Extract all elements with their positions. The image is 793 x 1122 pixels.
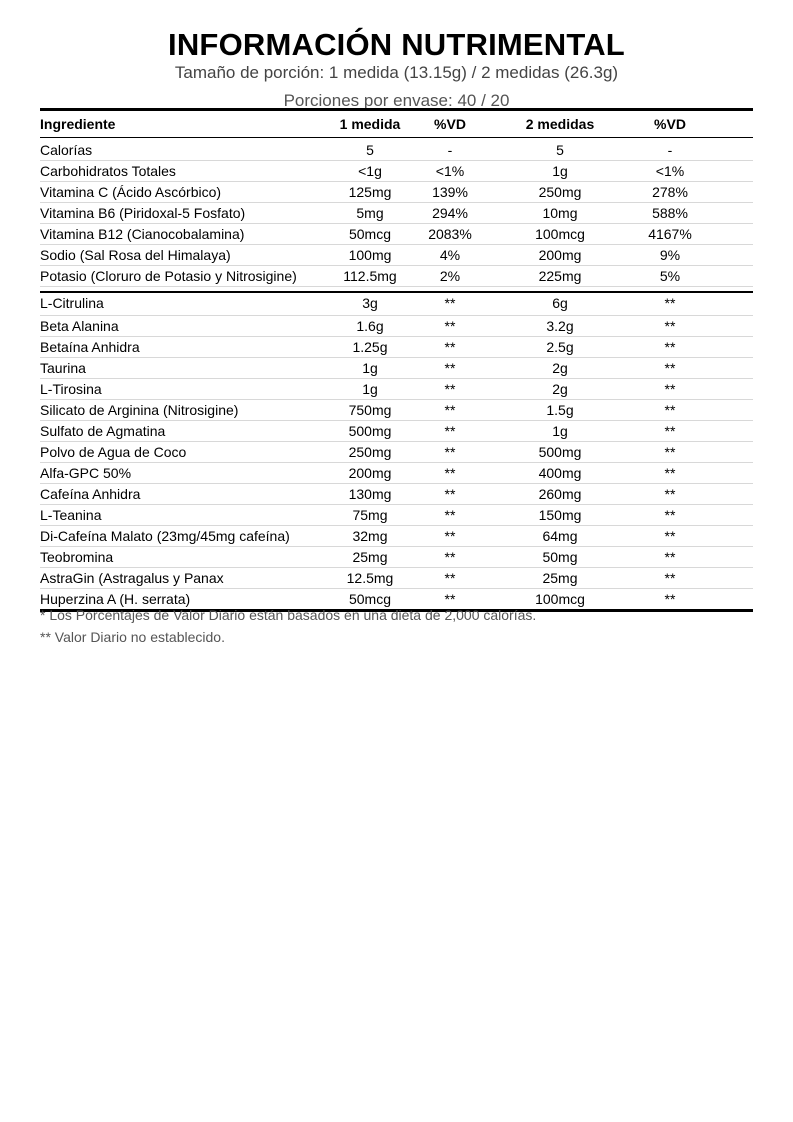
amount-2: 100mcg	[535, 226, 585, 242]
ingredient-name: Betaína Anhidra	[40, 339, 140, 355]
dv-2: **	[664, 591, 676, 607]
amount-1: 32mg	[352, 528, 388, 544]
ingredient-name: Carbohidratos Totales	[40, 163, 176, 179]
table-row	[40, 245, 753, 266]
column-header-dv-1: %VD	[434, 116, 466, 132]
table-header-row	[40, 108, 753, 138]
dv-2: <1%	[655, 163, 685, 179]
ingredient-name: Sulfato de Agmatina	[40, 423, 166, 439]
ingredient-name: L-Teanina	[40, 507, 102, 523]
dv-2: **	[664, 381, 676, 397]
column-header-1-scoop: 1 medida	[339, 116, 401, 132]
dv-2: **	[664, 507, 676, 523]
page-title: INFORMACIÓN NUTRIMENTAL	[168, 27, 625, 62]
ingredient-name: Silicato de Arginina (Nitrosigine)	[40, 402, 239, 418]
amount-2: 400mg	[538, 465, 582, 481]
dv-2: **	[664, 570, 676, 586]
dv-2: **	[664, 318, 676, 334]
dv-1: **	[444, 507, 456, 523]
amount-2: 5	[556, 142, 564, 158]
dv-1: 2083%	[428, 226, 472, 242]
amount-2: 2g	[552, 381, 568, 397]
table-row	[40, 291, 753, 316]
amount-1: 5	[366, 142, 374, 158]
amount-1: 3g	[362, 295, 378, 311]
dv-1: **	[444, 486, 456, 502]
ingredient-name: L-Tirosina	[40, 381, 102, 397]
dv-1: **	[444, 423, 456, 439]
amount-2: 64mg	[542, 528, 578, 544]
ingredient-name: Calorías	[40, 142, 93, 158]
column-header-dv-2: %VD	[654, 116, 686, 132]
serving-size: Tamaño de porción: 1 medida (13.15g) / 2 medidas (26.3g)	[174, 63, 619, 82]
dv-1: **	[444, 465, 456, 481]
amount-2: 10mg	[542, 205, 578, 221]
dv-1: <1%	[435, 163, 465, 179]
servings-per-container: Porciones por envase: 40 / 20	[283, 91, 510, 110]
nutrition-table	[40, 108, 753, 612]
amount-2: 2.5g	[546, 339, 574, 355]
table-row	[40, 484, 753, 505]
dv-2: **	[664, 295, 676, 311]
dv-2: **	[664, 549, 676, 565]
amount-2: 1.5g	[546, 402, 574, 418]
table-row	[40, 442, 753, 463]
dv-2: **	[664, 360, 676, 376]
amount-1: 1.25g	[352, 339, 388, 355]
table-row	[40, 463, 753, 484]
amount-2: 50mg	[542, 549, 578, 565]
table-row	[40, 400, 753, 421]
amount-1: 50mcg	[348, 591, 392, 607]
amount-1: 125mg	[348, 184, 392, 200]
amount-1: 112.5mg	[343, 268, 397, 284]
amount-1: 25mg	[352, 549, 388, 565]
ingredient-name: Polvo de Agua de Coco	[40, 444, 187, 460]
dv-2: 278%	[652, 184, 688, 200]
dv-1: -	[447, 142, 453, 158]
amount-1: 1g	[362, 381, 378, 397]
ingredient-name: Cafeína Anhidra	[40, 486, 141, 502]
amount-2: 1g	[552, 163, 568, 179]
dv-2: 588%	[652, 205, 688, 221]
dv-1: **	[444, 360, 456, 376]
dv-1: 139%	[432, 184, 468, 200]
ingredient-name: Vitamina B12 (Cianocobalamina)	[40, 226, 245, 242]
table-row	[40, 547, 753, 568]
dv-2: **	[664, 486, 676, 502]
amount-2: 150mg	[538, 507, 582, 523]
table-row	[40, 358, 753, 379]
dv-1: **	[444, 339, 456, 355]
dv-2: 9%	[659, 247, 681, 263]
dv-2: **	[664, 402, 676, 418]
dv-1: **	[444, 381, 456, 397]
amount-2: 200mg	[538, 247, 582, 263]
amount-1: 500mg	[348, 423, 392, 439]
amount-2: 1g	[552, 423, 568, 439]
amount-1: <1g	[358, 163, 382, 179]
dv-1: 4%	[439, 247, 461, 263]
amount-2: 500mg	[538, 444, 582, 460]
dv-1: **	[444, 444, 456, 460]
ingredient-name: Teobromina	[40, 549, 114, 565]
dv-1: **	[444, 591, 456, 607]
table-row	[40, 421, 753, 442]
table-row	[40, 161, 753, 182]
table-row	[40, 140, 753, 161]
dv-2: **	[664, 339, 676, 355]
table-row	[40, 316, 753, 337]
amount-2: 2g	[552, 360, 568, 376]
dv-1: **	[444, 295, 456, 311]
ingredient-name: AstraGin (Astragalus y Panax	[40, 570, 224, 586]
table-row	[40, 266, 753, 287]
table-row	[40, 505, 753, 526]
dv-1: 2%	[439, 268, 461, 284]
table-row	[40, 568, 753, 589]
dv-1: **	[444, 570, 456, 586]
amount-1: 200mg	[348, 465, 392, 481]
dv-2: -	[667, 142, 673, 158]
dv-2: 5%	[659, 268, 681, 284]
dv-2: **	[664, 528, 676, 544]
ingredient-name: Huperzina A (H. serrata)	[40, 591, 191, 607]
table-row	[40, 182, 753, 203]
table-row	[40, 379, 753, 400]
dv-2: **	[664, 423, 676, 439]
amount-1: 100mg	[348, 247, 392, 263]
dv-1: **	[444, 549, 456, 565]
table-row	[40, 526, 753, 547]
column-header-2-scoops: 2 medidas	[525, 116, 595, 132]
ingredient-name: Vitamina B6 (Piridoxal-5 Fosfato)	[40, 205, 246, 221]
amount-1: 1.6g	[356, 318, 384, 334]
ingredient-name: L-Citrulina	[40, 295, 104, 311]
footnote-daily-value: * Los Porcentajes de Valor Diario están basados en una dieta de 2,000 calorías.	[40, 607, 537, 623]
amount-2: 6g	[552, 295, 568, 311]
dv-1: **	[444, 528, 456, 544]
dv-2: 4167%	[648, 226, 692, 242]
dv-1: **	[444, 318, 456, 334]
ingredient-name: Taurina	[40, 360, 86, 376]
footnotes	[40, 604, 753, 648]
ingredient-name: Beta Alanina	[40, 318, 119, 334]
amount-1: 1g	[362, 360, 378, 376]
amount-2: 250mg	[538, 184, 582, 200]
dv-2: **	[664, 465, 676, 481]
footnote-not-established: ** Valor Diario no establecido.	[40, 629, 225, 645]
amount-2: 100mcg	[535, 591, 585, 607]
amount-1: 50mcg	[348, 226, 392, 242]
amount-2: 3.2g	[546, 318, 574, 334]
amount-1: 250mg	[348, 444, 392, 460]
amount-1: 75mg	[352, 507, 388, 523]
table-row	[40, 337, 753, 358]
amount-2: 260mg	[538, 486, 582, 502]
amount-2: 225mg	[538, 268, 582, 284]
amount-1: 5mg	[356, 205, 384, 221]
table-row	[40, 224, 753, 245]
ingredient-name: Potasio (Cloruro de Potasio y Nitrosigine)	[40, 268, 297, 284]
ingredient-name: Sodio (Sal Rosa del Himalaya)	[40, 247, 231, 263]
ingredient-name: Alfa-GPC 50%	[40, 465, 132, 481]
amount-1: 130mg	[348, 486, 392, 502]
amount-2: 25mg	[542, 570, 578, 586]
column-header-ingredient: Ingrediente	[40, 116, 116, 132]
amount-1: 12.5mg	[346, 570, 394, 586]
amount-1: 750mg	[348, 402, 392, 418]
ingredient-name: Di-Cafeína Malato (23mg/45mg cafeína)	[40, 528, 290, 544]
dv-1: **	[444, 402, 456, 418]
dv-2: **	[664, 444, 676, 460]
dv-1: 294%	[432, 205, 468, 221]
ingredient-name: Vitamina C (Ácido Ascórbico)	[40, 184, 222, 200]
table-row	[40, 203, 753, 224]
